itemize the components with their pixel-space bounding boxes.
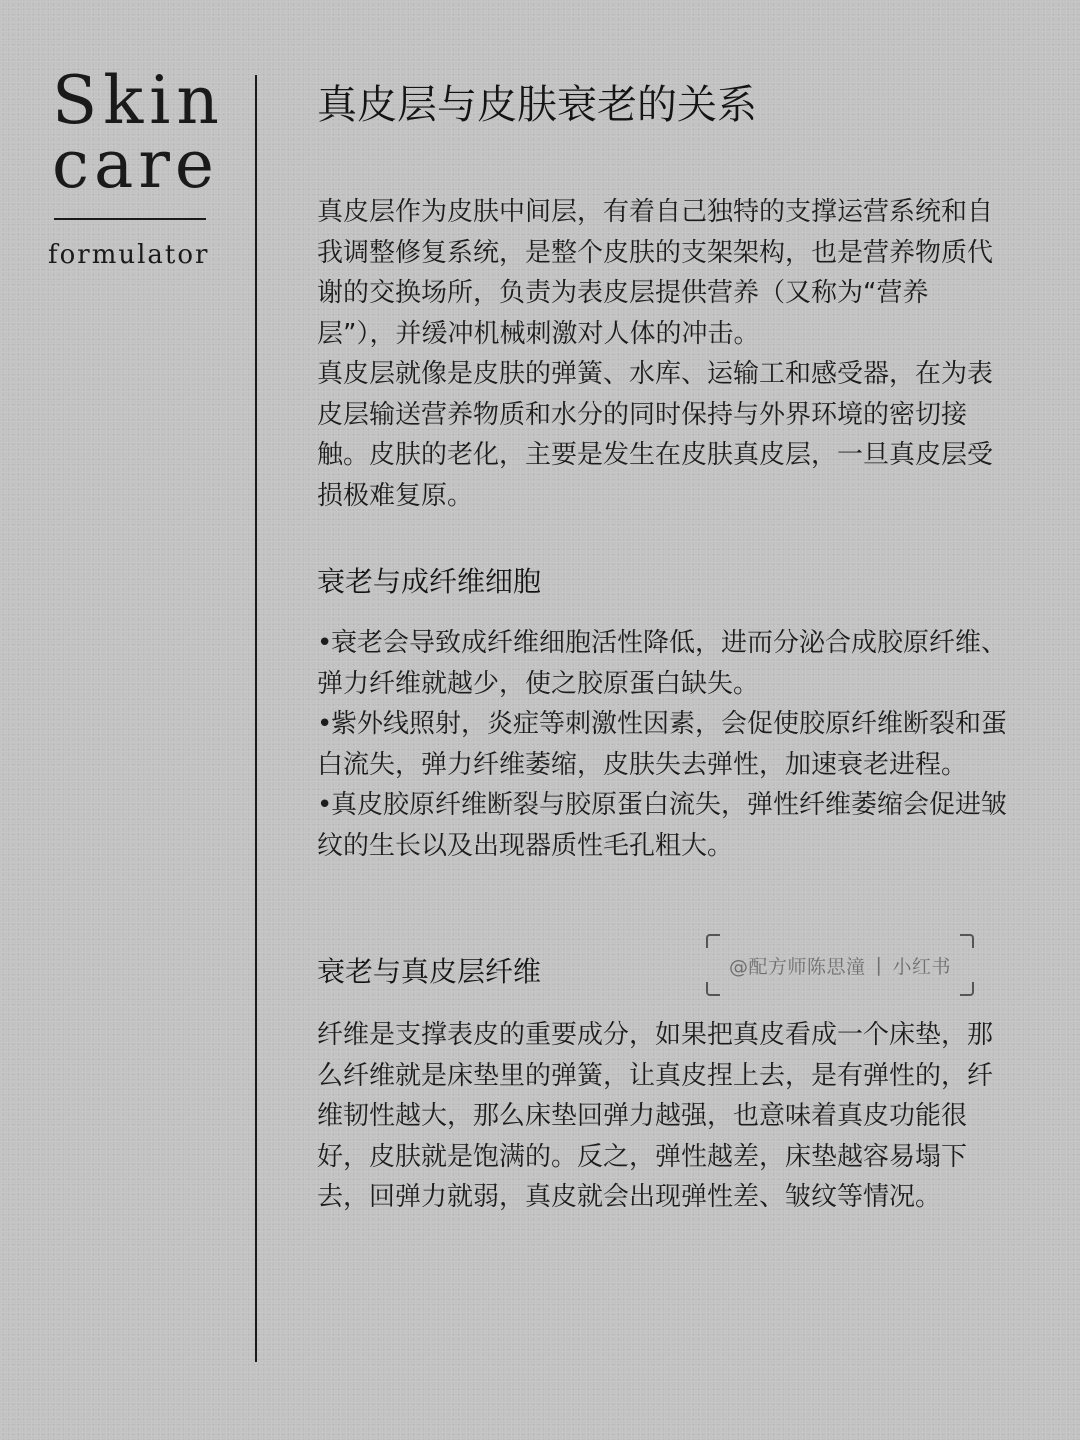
brand-word-skin: Skin xyxy=(52,62,225,139)
intro-paragraph-1: 真皮层作为皮肤中间层，有着自己独特的支撑运营系统和自我调整修复系统，是整个皮肤的支架架构，也是营养物质代谢的交换场所，负责为表皮层提供营养（又称为“营养层”），并缓冲机械刺激对人体的冲击。 xyxy=(317,197,994,349)
bullet-icon: • xyxy=(317,628,333,658)
intro-section xyxy=(317,192,1001,516)
bullet-text: 真皮胶原纤维断裂与胶原蛋白流失，弹性纤维萎缩会促进皱纹的生长以及出现器质性毛孔粗大。 xyxy=(317,790,1008,861)
bullet-icon: • xyxy=(317,709,333,739)
list-item xyxy=(317,704,1007,785)
bracket-corner-icon xyxy=(706,934,720,948)
bullet-text: 紫外线照射，炎症等刺激性因素，会促使胶原纤维断裂和蛋白流失，弹力纤维萎缩，皮肤失去弹性，加速衰老进程。 xyxy=(317,709,1008,780)
brand-logo xyxy=(48,62,225,270)
bracket-corner-icon xyxy=(706,982,720,996)
watermark xyxy=(706,934,974,996)
bracket-corner-icon xyxy=(960,934,974,948)
list-item xyxy=(317,623,1007,704)
fiber-heading: 衰老与真皮层纤维 xyxy=(317,955,542,988)
watermark-platform: 小红书 xyxy=(892,955,951,978)
bullet-text: 衰老会导致成纤维细胞活性降低，进而分泌合成胶原纤维、弹力纤维就越少，使之胶原蛋白缺失。 xyxy=(317,628,1008,699)
brand-subtitle: formulator xyxy=(48,240,210,270)
bullet-icon: • xyxy=(317,790,333,820)
intro-paragraph-2: 真皮层就像是皮肤的弹簧、水库、运输工和感受器，在为表皮层输送营养物质和水分的同时保持与外界环境的密切接触。皮肤的老化，主要是发生在皮肤真皮层，一旦真皮层受损极难复原。 xyxy=(317,359,994,511)
article-title: 真皮层与皮肤衰老的关系 xyxy=(317,82,757,128)
list-item xyxy=(317,785,1007,866)
fibroblast-heading: 衰老与成纤维细胞 xyxy=(317,565,542,598)
vertical-divider xyxy=(255,75,257,1362)
bracket-corner-icon xyxy=(960,982,974,996)
brand-word-care: care xyxy=(52,126,219,203)
brand-rule xyxy=(54,218,206,220)
watermark-separator: | xyxy=(875,954,883,976)
fiber-paragraph: 纤维是支撑表皮的重要成分，如果把真皮看成一个床垫，那么纤维就是床垫里的弹簧，让真皮捏上去，是有弹性的，纤维韧性越大，那么床垫回弹力越强，也意味着真皮功能很好，皮肤就是饱满的。反之，弹性越差，床垫越容易塌下去，回弹力就弱，真皮就会出现弹性差、皱纹等情况。 xyxy=(317,1020,994,1212)
watermark-author: @配方师陈思潼 xyxy=(729,955,866,978)
fibroblast-bullet-list xyxy=(317,623,1007,866)
